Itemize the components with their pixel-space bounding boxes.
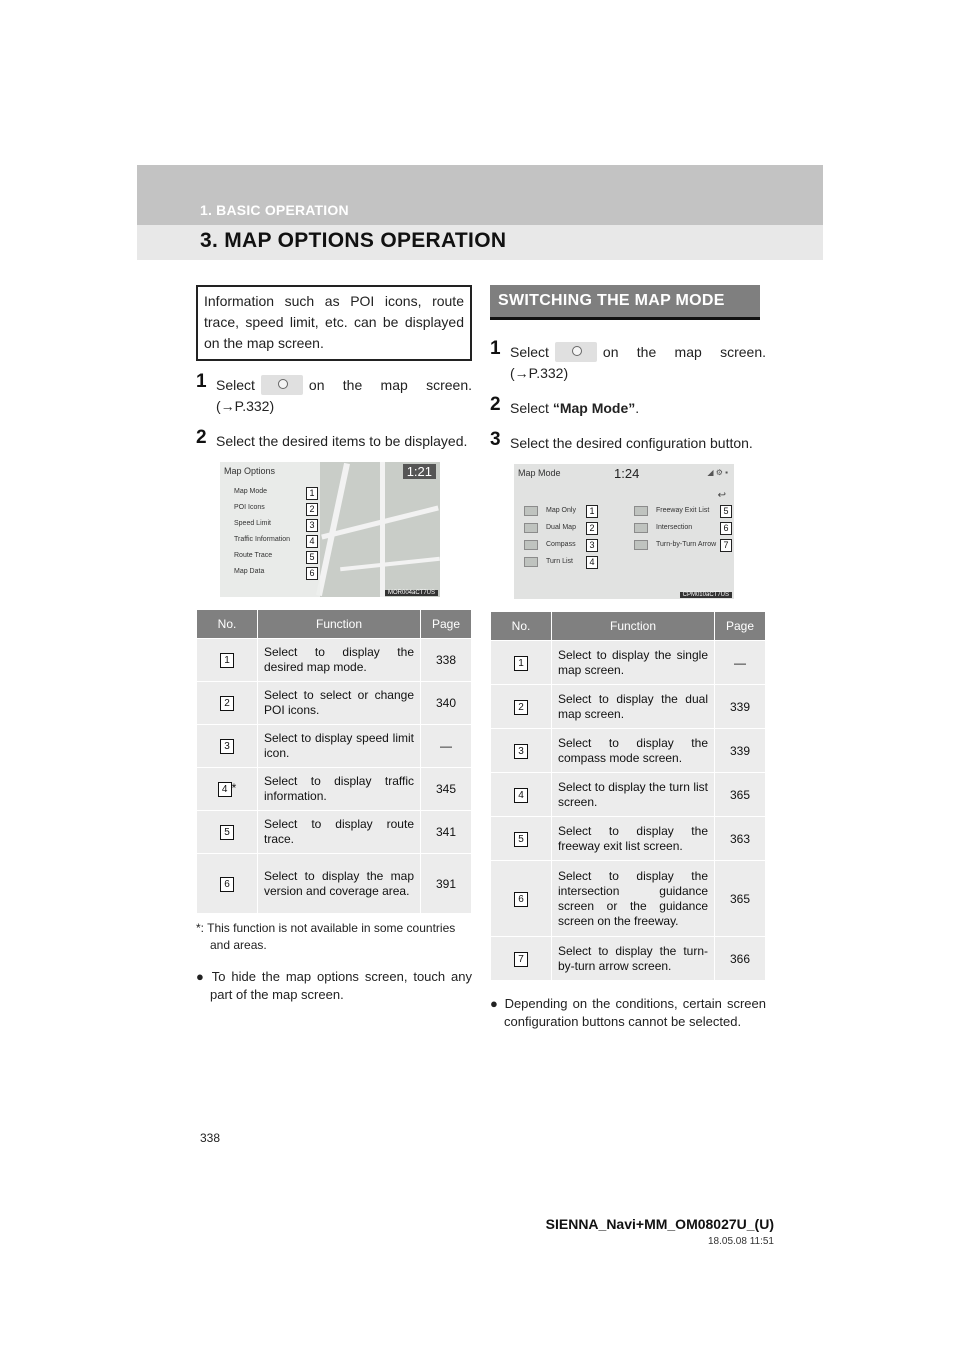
page-cell: 340 bbox=[421, 682, 472, 725]
right-step-3 bbox=[490, 429, 766, 454]
left-function-table bbox=[196, 609, 472, 914]
screenshot-caption: Map Mode bbox=[518, 468, 561, 478]
step-text-bold: “Map Mode” bbox=[552, 400, 636, 416]
table-row bbox=[197, 682, 472, 725]
function-cell: Select to display the single map screen. bbox=[552, 641, 715, 685]
function-cell: Select to display the map version and coverage area. bbox=[258, 854, 421, 914]
page-cell: 339 bbox=[715, 729, 766, 773]
row-number-box: 1 bbox=[220, 653, 234, 668]
row-number-box: 5 bbox=[514, 832, 528, 847]
step-number: 2 bbox=[490, 394, 501, 415]
step-text-before: Select bbox=[510, 400, 553, 416]
mode-button-icon bbox=[524, 523, 538, 533]
row-number-box: 3 bbox=[514, 744, 528, 759]
callout-badge: 3 bbox=[586, 539, 598, 552]
column-header-page: Page bbox=[715, 612, 766, 641]
row-number-box: 2 bbox=[220, 696, 234, 711]
function-cell: Select to display the freeway exit list screen. bbox=[552, 817, 715, 861]
row-number-box: 7 bbox=[514, 952, 528, 967]
table-row bbox=[197, 854, 472, 914]
mode-button-icon bbox=[634, 540, 648, 550]
function-cell: Select to display route trace. bbox=[258, 811, 421, 854]
mode-button-turn-by-turn-arrow[interactable]: Turn-by-Turn Arrow bbox=[656, 541, 717, 548]
callout-badge: 2 bbox=[306, 503, 318, 516]
row-number-cell bbox=[491, 937, 552, 981]
image-code: MOR004aCT7US bbox=[385, 590, 438, 596]
function-cell: Select to display the desired map mode. bbox=[258, 639, 421, 682]
row-number-box: 5 bbox=[220, 825, 234, 840]
row-number-box: 6 bbox=[514, 892, 528, 907]
mode-button-map-only[interactable]: Map Only bbox=[546, 507, 576, 514]
column-header-page: Page bbox=[421, 610, 472, 639]
row-number-box: 2 bbox=[514, 700, 528, 715]
right-column bbox=[490, 285, 766, 1031]
note-bullet: ● To hide the map options screen, touch any part of the map screen. bbox=[196, 969, 472, 1002]
screenshot-caption: Map Options bbox=[224, 466, 276, 476]
menu-panel bbox=[220, 462, 320, 597]
row-number-cell bbox=[491, 641, 552, 685]
mode-button-intersection[interactable]: Intersection bbox=[656, 524, 693, 531]
row-number-cell bbox=[491, 773, 552, 817]
function-cell: Select to display traffic information. bbox=[258, 768, 421, 811]
table-row bbox=[491, 817, 766, 861]
row-number-box: 4 bbox=[218, 782, 232, 797]
function-cell: Select to display the turn-by-turn arrow screen. bbox=[552, 937, 715, 981]
row-number-cell bbox=[197, 811, 258, 854]
page-title: 3. MAP OPTIONS OPERATION bbox=[200, 229, 507, 252]
clock: 1:24 bbox=[614, 466, 640, 481]
callout-badge: 4 bbox=[306, 535, 318, 548]
row-number-cell bbox=[197, 725, 258, 768]
menu-item-poi-icons[interactable]: POI Icons bbox=[234, 504, 265, 511]
right-step-2 bbox=[490, 394, 766, 419]
mode-button-turn-list[interactable]: Turn List bbox=[546, 558, 573, 565]
menu-item-map-mode[interactable]: Map Mode bbox=[234, 488, 268, 495]
callout-badge: 5 bbox=[306, 551, 318, 564]
row-number-box: 1 bbox=[514, 656, 528, 671]
table-row bbox=[197, 639, 472, 682]
page-cell: 363 bbox=[715, 817, 766, 861]
row-number-box: 3 bbox=[220, 739, 234, 754]
image-code: CPM010aCT7US bbox=[680, 592, 732, 598]
table-row bbox=[491, 729, 766, 773]
row-number-cell bbox=[491, 861, 552, 937]
function-cell: Select to display speed limit icon. bbox=[258, 725, 421, 768]
menu-item-traffic-information[interactable]: Traffic Information bbox=[234, 536, 291, 543]
mode-button-freeway-exit-list[interactable]: Freeway Exit List bbox=[656, 507, 710, 514]
row-number-cell bbox=[197, 768, 258, 811]
step-text-after: on the map screen. (→P.332) bbox=[510, 344, 766, 381]
function-cell: Select to display the dual map screen. bbox=[552, 685, 715, 729]
page-cell: — bbox=[715, 641, 766, 685]
page-cell: 339 bbox=[715, 685, 766, 729]
step-number: 1 bbox=[196, 371, 207, 392]
section-heading: SWITCHING THE MAP MODE bbox=[490, 285, 760, 320]
note-bullet: ● Depending on the conditions, certain screen configuration buttons cannot be selected. bbox=[490, 996, 766, 1029]
clock: 1:21 bbox=[403, 464, 436, 479]
step-number: 2 bbox=[196, 427, 207, 448]
step-text-after: . bbox=[635, 400, 640, 416]
intro-box: Information such as POI icons, route trace, speed limit, etc. can be displayed on the map screen. bbox=[196, 285, 472, 361]
row-number-cell bbox=[197, 639, 258, 682]
page-cell: 366 bbox=[715, 937, 766, 981]
map-options-icon bbox=[261, 375, 303, 395]
step-number: 3 bbox=[490, 429, 501, 450]
map-road bbox=[380, 462, 385, 597]
page-cell: 341 bbox=[421, 811, 472, 854]
function-cell: Select to display the compass mode screen. bbox=[552, 729, 715, 773]
mode-button-dual-map[interactable]: Dual Map bbox=[546, 524, 576, 531]
step-text: Select the desired configuration button. bbox=[510, 435, 753, 451]
table-row bbox=[491, 773, 766, 817]
map-options-screenshot bbox=[220, 462, 440, 597]
step-number: 1 bbox=[490, 338, 501, 359]
mode-button-compass[interactable]: Compass bbox=[546, 541, 576, 548]
column-header-function: Function bbox=[552, 612, 715, 641]
row-number-cell bbox=[491, 685, 552, 729]
status-icons: ◢ ⚙ ▪ bbox=[707, 468, 728, 477]
function-cell: Select to display the intersection guidance screen or the guidance screen on the freeway. bbox=[552, 861, 715, 937]
table-row bbox=[491, 685, 766, 729]
page-cell: 338 bbox=[421, 639, 472, 682]
row-number-box: 6 bbox=[220, 877, 234, 892]
footnote-mark: * bbox=[231, 781, 237, 795]
column-header-no: No. bbox=[491, 612, 552, 641]
table-row bbox=[197, 768, 472, 811]
page-cell: 365 bbox=[715, 861, 766, 937]
function-cell: Select to select or change POI icons. bbox=[258, 682, 421, 725]
callout-badge: 7 bbox=[720, 539, 732, 552]
page-cell: — bbox=[421, 725, 472, 768]
map-road bbox=[340, 557, 440, 571]
step-text: Select the desired items to be displayed. bbox=[216, 433, 468, 449]
callout-badge: 6 bbox=[306, 567, 318, 580]
table-row bbox=[491, 861, 766, 937]
menu-item-speed-limit[interactable]: Speed Limit bbox=[234, 520, 271, 527]
callout-badge: 1 bbox=[306, 487, 318, 500]
step-text-before: Select bbox=[510, 344, 549, 360]
back-icon[interactable]: ↩ bbox=[717, 490, 726, 501]
table-row bbox=[197, 725, 472, 768]
callout-badge: 6 bbox=[720, 522, 732, 535]
step-text-after: on the map screen. (→P.332) bbox=[216, 377, 472, 414]
mode-button-icon bbox=[634, 523, 648, 533]
step-text-before: Select bbox=[216, 377, 255, 393]
row-number-box: 4 bbox=[514, 788, 528, 803]
callout-badge: 2 bbox=[586, 522, 598, 535]
row-number-cell bbox=[491, 729, 552, 773]
page-cell: 345 bbox=[421, 768, 472, 811]
left-step-1 bbox=[196, 371, 472, 417]
mode-button-icon bbox=[634, 506, 648, 516]
row-number-cell bbox=[491, 817, 552, 861]
table-header-row bbox=[491, 612, 766, 641]
column-header-function: Function bbox=[258, 610, 421, 639]
table-header-row bbox=[197, 610, 472, 639]
row-number-cell bbox=[197, 682, 258, 725]
callout-badge: 1 bbox=[586, 505, 598, 518]
row-number-cell bbox=[197, 854, 258, 914]
callout-badge: 4 bbox=[586, 556, 598, 569]
map-mode-screenshot bbox=[514, 464, 734, 599]
mode-button-icon bbox=[524, 506, 538, 516]
print-timestamp: 18.05.08 11:51 bbox=[708, 1236, 774, 1247]
table-row bbox=[197, 811, 472, 854]
menu-item-route-trace[interactable]: Route Trace bbox=[234, 552, 273, 559]
right-function-table bbox=[490, 611, 766, 981]
document-id: SIENNA_Navi+MM_OM08027U_(U) bbox=[545, 1216, 774, 1232]
table-row bbox=[491, 641, 766, 685]
function-cell: Select to display the turn list screen. bbox=[552, 773, 715, 817]
callout-badge: 5 bbox=[720, 505, 732, 518]
section-label: 1. BASIC OPERATION bbox=[200, 202, 349, 218]
callout-badge: 3 bbox=[306, 519, 318, 532]
menu-item-map-data[interactable]: Map Data bbox=[234, 568, 265, 575]
left-step-2 bbox=[196, 427, 472, 452]
page-cell: 365 bbox=[715, 773, 766, 817]
table-row bbox=[491, 937, 766, 981]
left-column bbox=[196, 285, 472, 1004]
page-number: 338 bbox=[200, 1131, 221, 1145]
footnote: *: This function is not available in some countries and areas. bbox=[196, 921, 456, 952]
mode-button-icon bbox=[524, 540, 538, 550]
right-step-1 bbox=[490, 338, 766, 384]
mode-button-icon bbox=[524, 557, 538, 567]
column-header-no: No. bbox=[197, 610, 258, 639]
page-cell: 391 bbox=[421, 854, 472, 914]
map-options-icon bbox=[555, 342, 597, 362]
